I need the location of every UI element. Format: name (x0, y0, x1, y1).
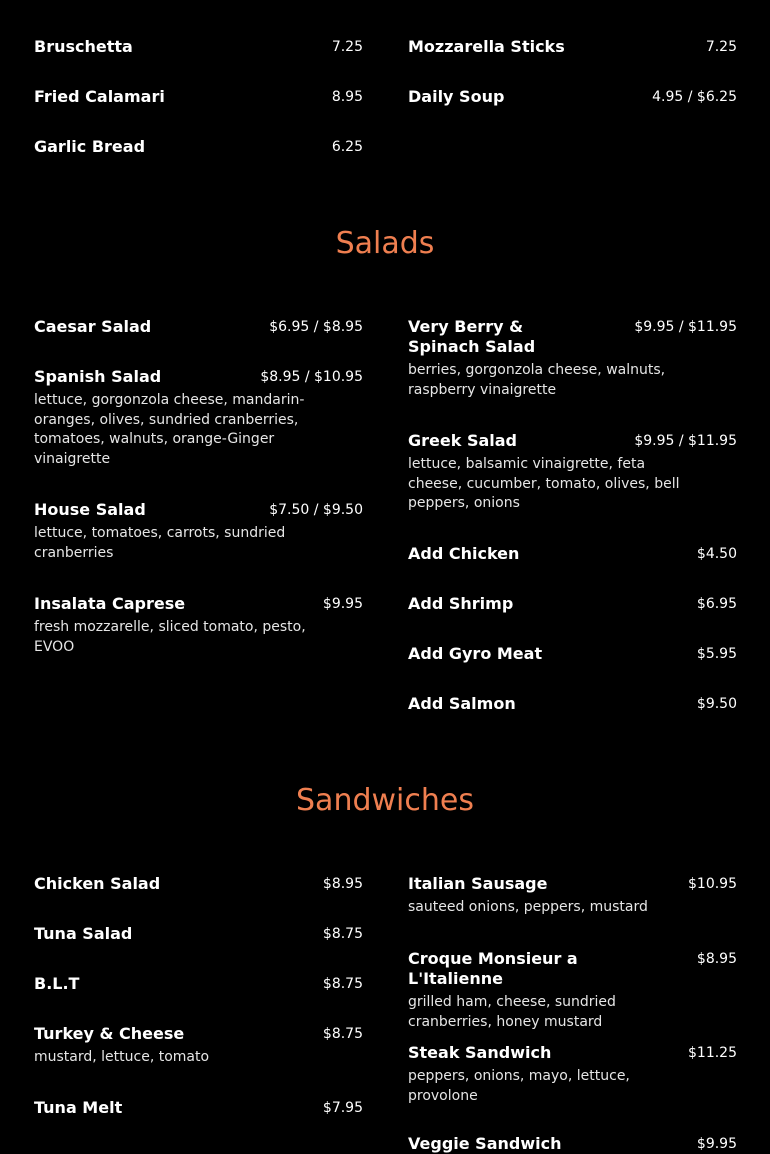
menu-item (34, 37, 363, 57)
item-name: Add Gyro Meat (408, 644, 543, 663)
item-price: $9.95 (322, 596, 363, 612)
item-price: $9.95 / $11.95 (634, 433, 737, 449)
menu-item (408, 317, 737, 400)
item-price: $8.75 (322, 1026, 363, 1042)
item-name: Very Berry & Spinach Salad (408, 317, 536, 356)
item-price: $5.95 (696, 646, 737, 662)
menu-item (34, 317, 363, 337)
item-name: Add Chicken (408, 544, 520, 563)
item-description: lettuce, gorgonzola cheese, mandarin-oranges, olives, sundried cranberries, tomatoes, walnuts, orange-Ginger vinaigrette (34, 392, 305, 467)
item-description: fresh mozzarelle, sliced tomato, pesto, EVOO (34, 619, 306, 655)
item-name: Daily Soup (408, 87, 505, 106)
menu-item (408, 1134, 737, 1154)
item-price: $6.95 (696, 596, 737, 612)
item-price: $7.50 / $9.50 (269, 502, 363, 518)
item-price: $8.75 (322, 976, 363, 992)
item-name: Add Salmon (408, 694, 516, 713)
menu-item (408, 594, 737, 614)
item-price: $8.95 (322, 876, 363, 892)
menu-item (34, 500, 363, 563)
item-name: Steak Sandwich (408, 1043, 552, 1062)
item-name: B.L.T (34, 974, 80, 993)
menu-item (408, 544, 737, 564)
menu-item (34, 974, 363, 994)
item-description: sauteed onions, peppers, mustard (408, 899, 648, 915)
item-price: 4.95 / $6.25 (652, 89, 737, 105)
item-price: $4.50 (696, 546, 737, 562)
item-name: Greek Salad (408, 431, 517, 450)
menu-item (34, 594, 363, 657)
menu-item (34, 87, 363, 107)
item-name: Add Shrimp (408, 594, 514, 613)
menu-item (408, 431, 737, 514)
menu-item (408, 37, 737, 57)
item-name: Italian Sausage (408, 874, 548, 893)
item-name: Fried Calamari (34, 87, 165, 106)
item-name: Turkey & Cheese (34, 1024, 185, 1043)
menu-item (408, 1043, 737, 1106)
item-price: 7.25 (331, 39, 363, 55)
menu-item (408, 949, 737, 1032)
item-price: $11.25 (688, 1045, 737, 1061)
item-price: 6.25 (331, 139, 363, 155)
item-name: Mozzarella Sticks (408, 37, 565, 56)
item-description: mustard, lettuce, tomato (34, 1049, 210, 1065)
item-description: grilled ham, cheese, sundried cranberries, honey mustard (408, 994, 616, 1030)
item-name: Tuna Salad (34, 924, 133, 943)
item-price: $8.95 (696, 951, 737, 967)
menu-item (34, 137, 363, 157)
item-name: Croque Monsieur a L'Italienne (408, 949, 578, 988)
item-name: Spanish Salad (34, 367, 162, 386)
item-name: Tuna Melt (34, 1098, 123, 1117)
item-name: Garlic Bread (34, 137, 146, 156)
item-name: House Salad (34, 500, 146, 519)
item-price: $8.75 (322, 926, 363, 942)
item-description: peppers, onions, mayo, lettuce, provolone (408, 1068, 630, 1104)
item-price: $9.95 (696, 1136, 737, 1152)
item-price: $8.95 / $10.95 (260, 369, 363, 385)
item-name: Insalata Caprese (34, 594, 186, 613)
item-name: Bruschetta (34, 37, 133, 56)
item-price: 7.25 (705, 39, 737, 55)
item-price: $9.50 (696, 696, 737, 712)
menu-item (408, 694, 737, 714)
item-price: $7.95 (322, 1100, 363, 1116)
item-price: $6.95 / $8.95 (269, 319, 363, 335)
menu-item (34, 1024, 363, 1068)
menu-item (408, 874, 737, 918)
salads-heading: Salads (335, 226, 435, 261)
menu-item (408, 87, 737, 107)
item-name: Caesar Salad (34, 317, 152, 336)
menu-item (408, 644, 737, 664)
menu-item (34, 1098, 363, 1118)
sandwiches-heading: Sandwiches (296, 783, 474, 818)
item-name: Chicken Salad (34, 874, 161, 893)
item-price: $10.95 (688, 876, 737, 892)
menu-item (34, 874, 363, 894)
item-price: 8.95 (331, 89, 363, 105)
item-description: lettuce, balsamic vinaigrette, feta cheese, cucumber, tomato, olives, bell peppers, onions (408, 456, 680, 511)
item-description: berries, gorgonzola cheese, walnuts, raspberry vinaigrette (408, 362, 666, 398)
menu-item (34, 924, 363, 944)
item-price: $9.95 / $11.95 (634, 319, 737, 335)
menu-item (34, 367, 363, 469)
item-name: Veggie Sandwich (408, 1134, 562, 1153)
item-description: lettuce, tomatoes, carrots, sundried cranberries (34, 525, 286, 561)
